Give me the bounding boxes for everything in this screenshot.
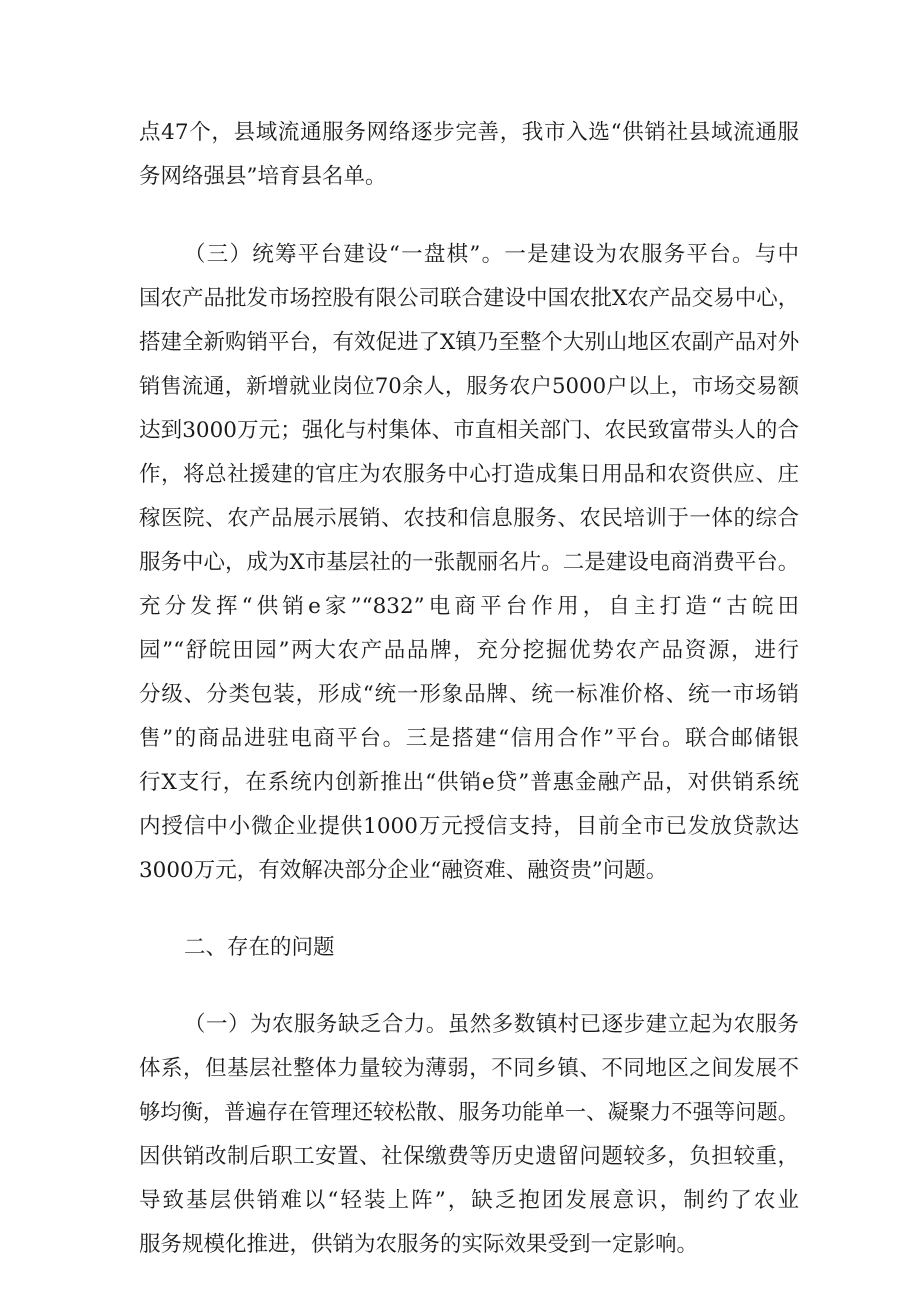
- text-line: 行X支行，在系统内创新推出“供销e贷”普惠金融产品，对供销系统: [139, 770, 799, 795]
- text-line: 稼医院、农产品展示展销、农技和信息服务、农民培训于一体的综合: [139, 506, 799, 531]
- text-line: 点47个，县域流通服务网络逐步完善，我市入选“供销社县域流通服: [139, 120, 799, 145]
- text-line: 因供销改制后职工安置、社保缴费等历史遗留问题较多，负担较重，: [139, 1144, 799, 1169]
- text-line: 体系，但基层社整体力量较为薄弱，不同乡镇、不同地区之间发展不: [139, 1056, 799, 1081]
- text-line: 充分发挥“供销e家”“832”电商平台作用，自主打造“古皖田: [139, 594, 799, 619]
- text-line: 导致基层供销难以“轻装上阵”，缺乏抱团发展意识，制约了农业: [139, 1188, 799, 1213]
- text-line: 务网络强县”培育县名单。: [139, 164, 387, 189]
- text-line: 园”“舒皖田园”两大农产品品牌，充分挖掘优势农产品资源，进行: [139, 638, 799, 663]
- text-line: 销售流通，新增就业岗位70余人，服务农户5000户以上，市场交易额: [139, 374, 799, 399]
- text-line: 内授信中小微企业提供1000万元授信支持，目前全市已发放贷款达: [139, 814, 799, 839]
- text-line: 服务规模化推进，供销为农服务的实际效果受到一定影响。: [139, 1232, 699, 1257]
- text-line: 达到3000万元；强化与村集体、市直相关部门、农民致富带头人的合: [139, 418, 799, 443]
- text-line: 分级、分类包装，形成“统一形象品牌、统一标准价格、统一市场销: [139, 682, 799, 707]
- paragraph-first-line: （三）统筹平台建设“一盘棋”。一是建设为农服务平台。与中: [184, 242, 799, 267]
- text-line: 搭建全新购销平台，有效促进了X镇乃至整个大别山地区农副产品对外: [139, 330, 800, 355]
- text-line: 够均衡，普遍存在管理还较松散、服务功能单一、凝聚力不强等问题。: [139, 1100, 799, 1125]
- text-line: 服务中心，成为X市基层社的一张靓丽名片。二是建设电商消费平台。: [139, 550, 800, 575]
- paragraph-first-line: （一）为农服务缺乏合力。虽然多数镇村已逐步建立起为农服务: [184, 1012, 799, 1037]
- text-line: 作，将总社援建的官庄为农服务中心打造成集日用品和农资供应、庄: [139, 462, 799, 487]
- text-line: 售”的商品进驻电商平台。三是搭建“信用合作”平台。联合邮储银: [139, 726, 799, 751]
- text-line: 国农产品批发市场控股有限公司联合建设中国农批X农产品交易中心，: [139, 286, 800, 311]
- text-line: 3000万元，有效解决部分企业“融资难、融资贵”问题。: [139, 858, 668, 883]
- section-heading: 二、存在的问题: [184, 935, 335, 960]
